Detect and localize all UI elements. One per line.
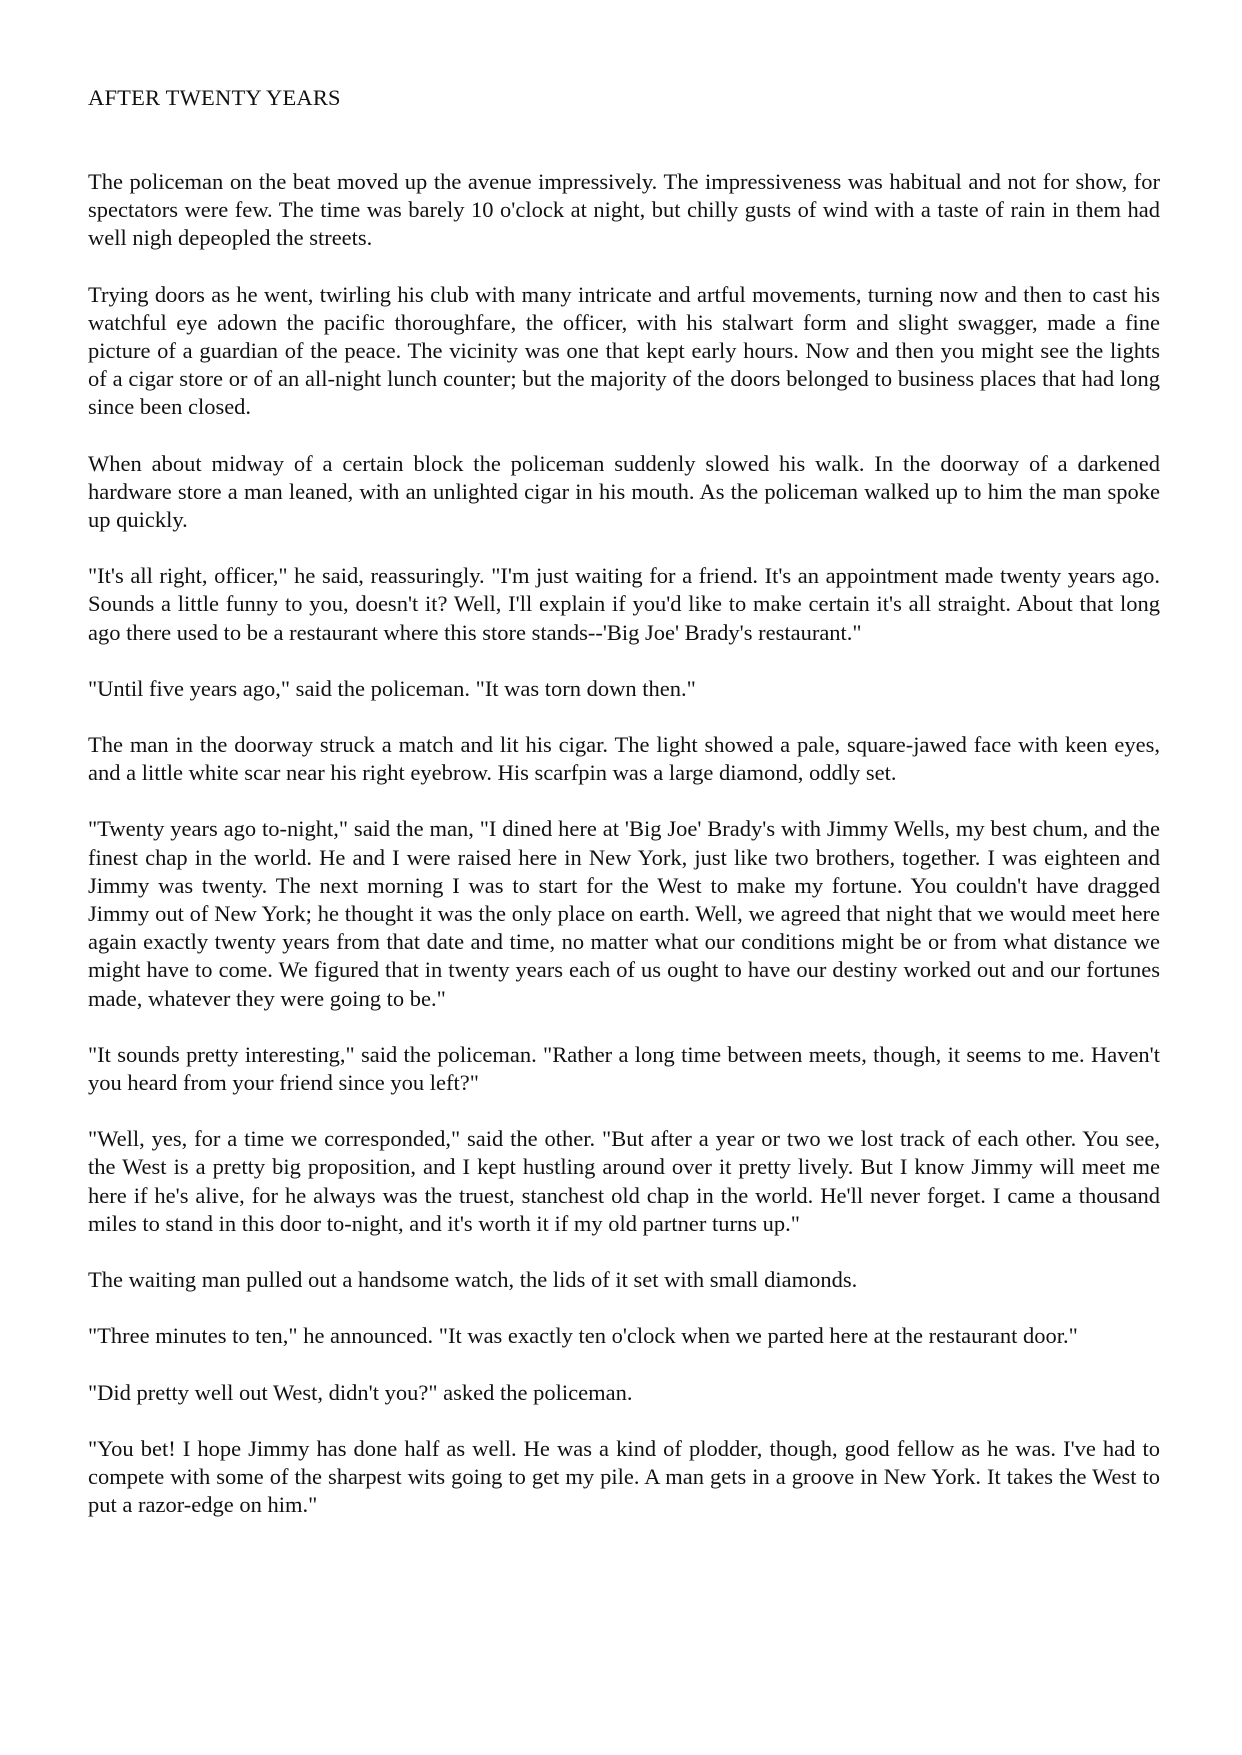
paragraph-1: The policeman on the beat moved up the avenue impressively. The impressiveness was habitual and not for show, for spectators were few. The time was barely 10 o'clock at night, but chilly gusts of wind with a taste of rain in them had well nigh depeopled the streets. bbox=[88, 169, 1160, 251]
paragraph-12: "Did pretty well out West, didn't you?" asked the policeman. bbox=[88, 1379, 633, 1405]
paragraph-10: The waiting man pulled out a handsome watch, the lids of it set with small diamonds. bbox=[88, 1267, 858, 1293]
paragraph-3: When about midway of a certain block the policeman suddenly slowed his walk. In the doorway of a darkened hardware store a man leaned, with an unlighted cigar in his mouth. As the policeman walked up to him the man spoke up quickly. bbox=[88, 450, 1160, 533]
document-page bbox=[88, 84, 1160, 1547]
paragraph-13: "You bet! I hope Jimmy has done half as well. He was a kind of plodder, though, good fellow as he was. I've had to compete with some of the sharpest wits going to get my pile. A man gets in a groove in New York. It takes the West to put a razor-edge on him." bbox=[88, 1435, 1160, 1518]
paragraph-9: "Well, yes, for a time we corresponded," said the other. "But after a year or two we lost track of each other. You see, the West is a pretty big proposition, and I kept hustling around over it pretty lively. But I know Jimmy will meet me here if he's alive, for he always was the truest, stanchest old chap in the world. He'll never forget. I came a thousand miles to stand in this door to-night, and it's worth it if my old partner turns up." bbox=[88, 1126, 1160, 1236]
paragraph-6: The man in the doorway struck a match and lit his cigar. The light showed a pale, square-jawed face with keen eyes, and a little white scar near his right eyebrow. His scarfpin was a large diamond, oddly set. bbox=[88, 732, 1160, 786]
paragraph-8: "It sounds pretty interesting," said the policeman. "Rather a long time between meets, though, it seems to me. Haven't you heard from your friend since you left?" bbox=[88, 1041, 1160, 1096]
paragraph-2: Trying doors as he went, twirling his club with many intricate and artful movements, turning now and then to cast his watchful eye adown the pacific thoroughfare, the officer, with his stalwart form and slight swagger, made a fine picture of a guardian of the peace. The vicinity was one that kept early hours. Now and then you might see the lights of a cigar store or of an all-night lunch counter; but the majority of the doors belonged to business places that had long since been closed. bbox=[88, 281, 1160, 420]
paragraph-7: "Twenty years ago to-night," said the man, "I dined here at 'Big Joe' Brady's with Jimmy Wells, my best chum, and the finest chap in the world. He and I were raised here in New York, just like two brothers, together. I was eighteen and Jimmy was twenty. The next morning I was to start for the West to make my fortune. You couldn't have dragged Jimmy out of New York; he thought it was the only place on earth. Well, we agreed that night that we would meet here again exactly twenty years from that date and time, no matter what our conditions might be or from what distance we might have to come. We figured that in twenty years each of us ought to have our destiny worked out and our fortunes made, whatever they were going to be." bbox=[88, 816, 1160, 1011]
paragraph-4: "It's all right, officer," he said, reassuringly. "I'm just waiting for a friend. It's an appointment made twenty years ago. Sounds a little funny to you, doesn't it? Well, I'll explain if you'd like to make certain it's all straight. About that long ago there used to be a restaurant where this store stands--'Big Joe' Brady's restaurant." bbox=[88, 563, 1160, 645]
paragraph-11: "Three minutes to ten," he announced. "It was exactly ten o'clock when we parted here at the restaurant door." bbox=[88, 1323, 1078, 1349]
story-title: AFTER TWENTY YEARS bbox=[88, 85, 341, 110]
paragraph-5: "Until five years ago," said the policeman. "It was torn down then." bbox=[88, 675, 696, 701]
